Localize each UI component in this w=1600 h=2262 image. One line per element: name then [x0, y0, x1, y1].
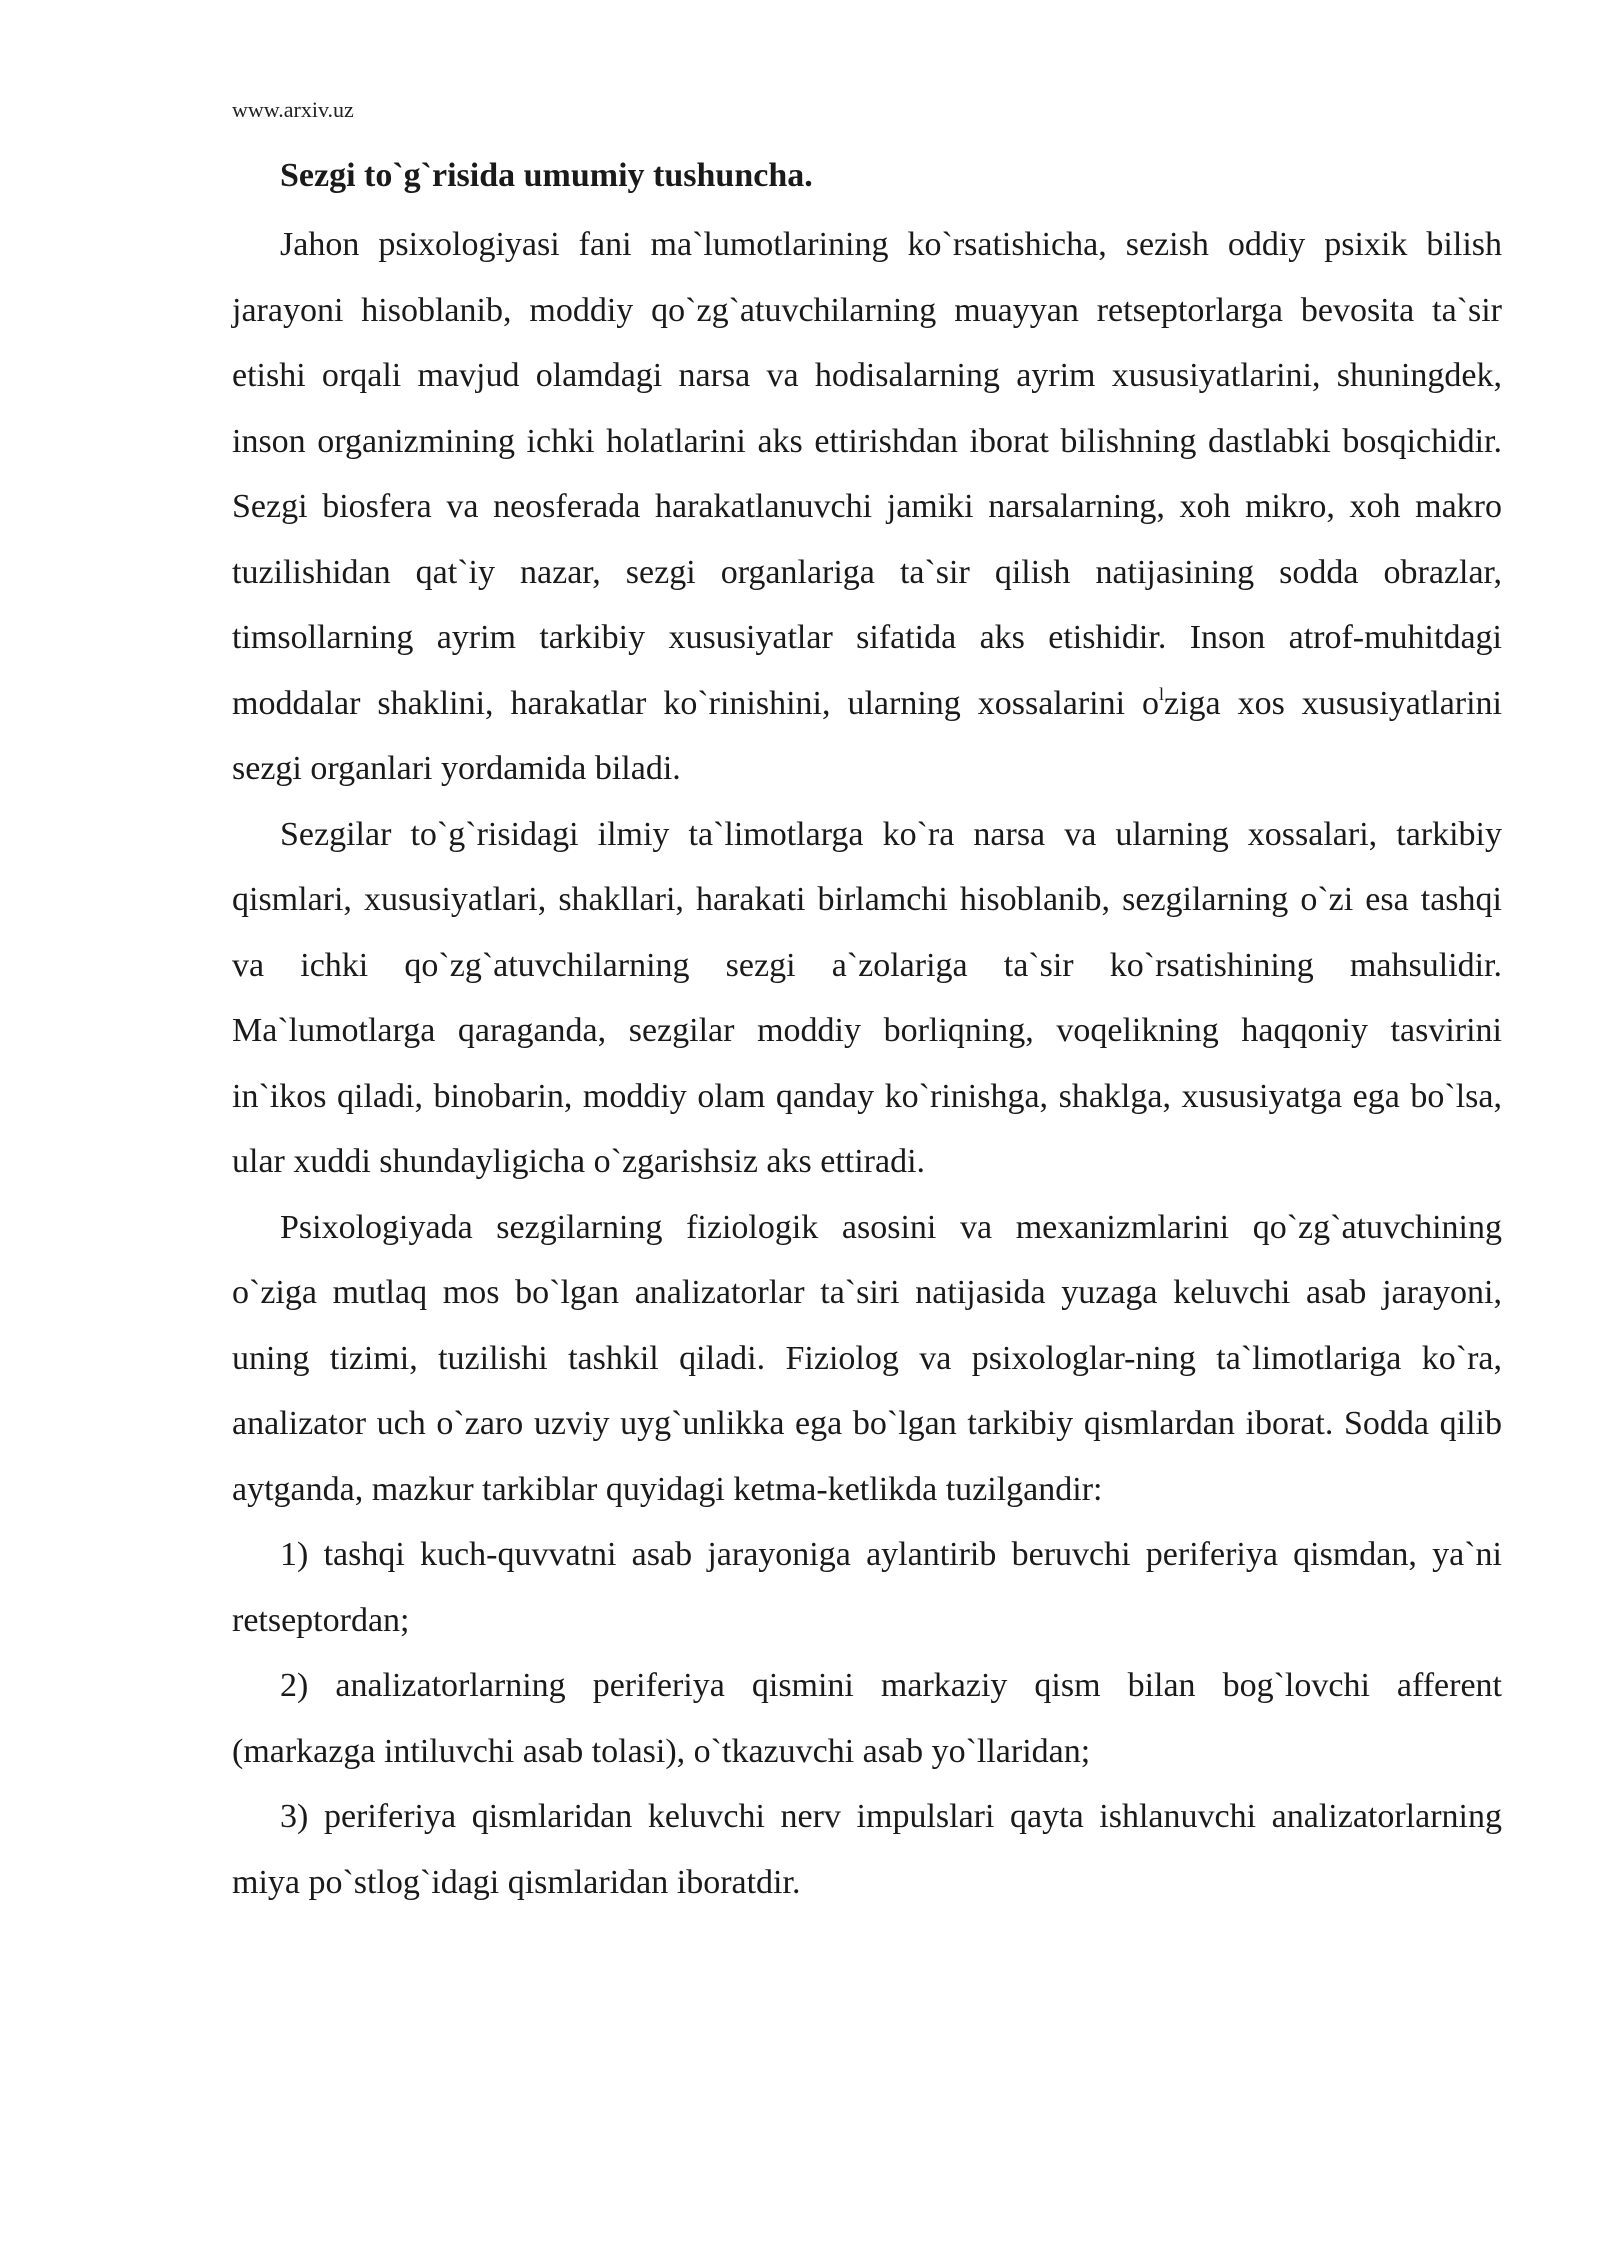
list-item-1: 1) tashqi kuch-quvvatni asab jarayoniga aylantirib beruvchi periferiya qismdan, ya`ni retseptordan; — [232, 1536, 1502, 1639]
paragraph-1-text-end: ziga xos xususiyatlarini sezgi organlari yordamida biladi. — [232, 684, 1502, 787]
list-item-2: 2) analizatorlarning periferiya qismini markaziy qism bilan bog`lovchi afferent (markazga intiluvchi asab tolasi), o`tkazuvchi asab yo`llaridan; — [232, 1667, 1502, 1770]
paragraph-1 — [232, 212, 1502, 802]
section-title: Sezgi to`g`risida umumiy tushuncha. — [280, 157, 813, 194]
paragraph-1-superscript: l — [1159, 683, 1165, 704]
paragraph-3: Psixologiyada sezgilarning fiziologik asosini va mexanizmlarini qo`zg`atuvchining o`ziga mutlaq mos bo`lgan analizatorlar ta`siri natijasida yuzaga keluvchi asab jarayoni, uning tizimi, tuzilishi tashkil qiladi. Fiziolog va psixologlar-ning ta`limotlariga ko`ra, analizator uch o`zaro uzviy uyg`unlikka ega bo`lgan tarkibiy qismlardan iborat. Sodda qilib aytganda, mazkur tarkiblar quyidagi ketma-ketlikda tuzilgandir: — [232, 1208, 1502, 1508]
list-item-3: 3) periferiya qismlaridan keluvchi nerv impulslari qayta ishlanuvchi analizatorlarning miya po`stlog`idagi qismlaridan iboratdir. — [232, 1798, 1502, 1901]
document-body — [232, 152, 1502, 1915]
header-url: www.arxiv.uz — [232, 97, 354, 122]
paragraph-1-text: Jahon psixologiyasi fani ma`lumotlarining ko`rsatishicha, sezish oddiy psixik bilish jarayoni hisoblanib, moddiy qo`zg`atuvchilarning muayyan retseptorlarga bevosita ta`sir etishi orqali mavjud olamdagi narsa va hodisalarning ayrim xususiyatlarini, shuningdek, inson organizmining ichki holatlarini aks ettirishdan iborat bilishning dastlabki bosqichidir. Sezgi biosfera va neosferada harakatlanuvchi jamiki narsalarning, xoh mikro, xoh makro tuzilishidan qat`iy nazar, sezgi organlariga ta`sir qilish natijasining sodda obrazlar, timsollarning ayrim tarkibiy xususiyatlar sifatida aks etishidir. Inson atrof-muhitdagi moddalar shaklini, harakatlar ko`rinishini, ularning xossalarini o — [232, 226, 1502, 722]
paragraph-2: Sezgilar to`g`risidagi ilmiy ta`limotlarga ko`ra narsa va ularning xossalari, tarkibiy qismlari, xususiyatlari, shakllari, harakati birlamchi hisoblanib, sezgilarning o`zi esa tashqi va ichki qo`zg`atuvchilarning sezgi a`zolariga ta`sir ko`rsatishining mahsulidir. Ma`lumotlarga qaraganda, sezgilar moddiy borliqning, voqelikning haqqoniy tasvirini in`ikos qiladi, binobarin, moddiy olam qanday ko`rinishga, shaklga, xususiyatga ega bo`lsa, ular xuddi shundayligicha o`zgarishsiz aks ettiradi. — [232, 815, 1502, 1180]
